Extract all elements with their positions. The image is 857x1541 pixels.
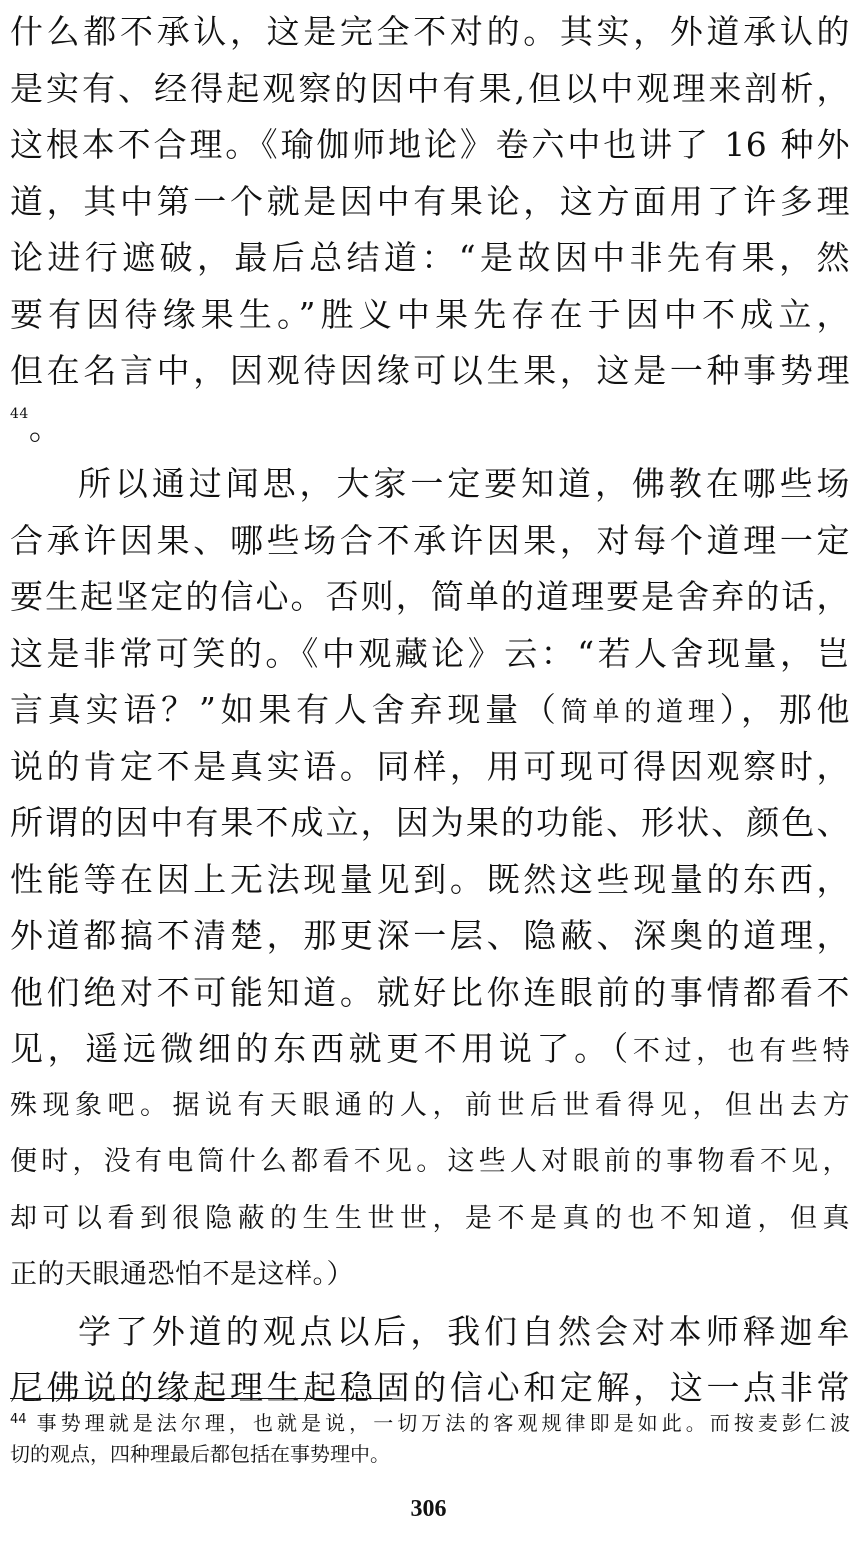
text-line: 性能等在因上无法现量见到。既然这些现量的东西， — [10, 859, 850, 899]
sentence-end-mark: 。 — [28, 407, 63, 447]
annotation-text: 简单的道理 — [560, 697, 720, 728]
footnote-reference[interactable]: 44 — [10, 405, 29, 422]
text-line: 合承许因果、哪些场合不承许因果，对每个道理一定 — [10, 520, 850, 560]
text-line: 是实有、经得起观察的因中有果,但以中观理来剖析， — [10, 68, 850, 108]
page-number: 306 — [410, 1496, 447, 1522]
annotation-text: 不过，也有些特 — [632, 1036, 850, 1067]
text-line: 这是非常可笑的。《中观藏论》云：“若人舍现量，岂 — [10, 633, 850, 673]
text-line: 什么都不承认，这是完全不对的。其实，外道承认的 — [10, 12, 850, 51]
text-line: 他们绝对不可能知道。就好比你连眼前的事情都看不 — [10, 972, 850, 1012]
annotation-line: 正的天眼通恐怕不是这样。） — [10, 1259, 354, 1290]
text-segment: 见，遥远微细的东西就更不用说了。（ — [10, 1029, 633, 1068]
footnote — [10, 1408, 850, 1470]
footnote-line: 切的观点，四种理最后都包括在事势理中。 — [10, 1442, 390, 1466]
text-line: 要生起坚定的信心。否则，简单的道理要是舍弃的话， — [10, 577, 850, 616]
footnote-number: 44 — [10, 1412, 27, 1427]
text-segment: 言真实语？”如果有人舍弃现量（ — [10, 690, 561, 729]
text-line: 说的肯定不是真实语。同样，用可现可得因观察时， — [10, 746, 850, 786]
paragraph-first-line: 所以通过闻思，大家一定要知道，佛教在哪些场 — [78, 464, 850, 503]
text-line: 外道都搞不清楚，那更深一层、隐蔽、深奥的道理， — [10, 916, 850, 955]
paragraph-first-line: 学了外道的观点以后，我们自然会对本师释迦牟 — [78, 1311, 850, 1351]
text-line — [10, 682, 850, 739]
text-line: 道，其中第一个就是因中有果论，这方面用了许多理 — [10, 181, 850, 221]
annotation-line: 便时，没有电筒什么都看不见。这些人对眼前的事物看不见， — [10, 1146, 850, 1177]
text-line — [10, 400, 850, 457]
annotation-line: 殊现象吧。据说有天眼通的人，前世后世看得见，但出去方 — [10, 1089, 850, 1121]
text-line: 要有因待缘果生。”胜义中果先存在于因中不成立， — [10, 294, 850, 334]
text-line: 但在名言中，因观待因缘可以生果，这是一种事势理 — [10, 351, 850, 390]
footnote-text: 事势理就是法尔理，也就是说，一切万法的客观规律即是如此。而按麦彭仁波 — [32, 1411, 850, 1435]
text-line — [10, 1021, 850, 1078]
text-segment: ），那他 — [719, 690, 850, 729]
body-text — [10, 4, 850, 1417]
text-line: 论进行遮破，最后总结道：“是故因中非先有果，然 — [10, 238, 850, 277]
footnote-line — [10, 1408, 850, 1439]
text-line: 尼佛说的缘起理生起稳固的信心和定解，这一点非常 — [10, 1368, 850, 1407]
footnote-divider — [10, 1398, 392, 1399]
text-line: 所谓的因中有果不成立，因为果的功能、形状、颜色、 — [10, 803, 850, 842]
text-line: 这根本不合理。《瑜伽师地论》卷六中也讲了 16 种外 — [10, 125, 850, 164]
annotation-line: 却可以看到很隐蔽的生生世世，是不是真的也不知道，但真 — [10, 1202, 850, 1234]
